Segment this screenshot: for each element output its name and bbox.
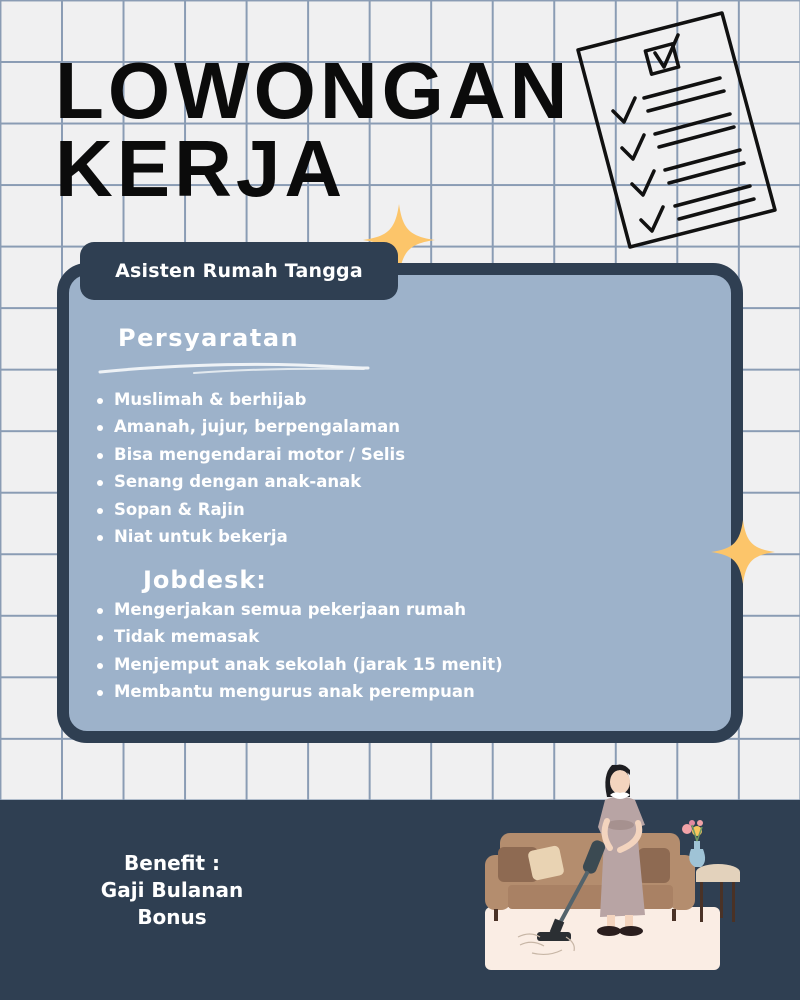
list-item: Bisa mengendarai motor / Selis [95,441,405,468]
list-item: Mengerjakan semua pekerjaan rumah [95,596,503,623]
jobdesk-list [95,596,503,706]
list-item: Muslimah & berhijab [95,386,405,413]
sparkle-star-icon [710,520,776,584]
list-item: Amanah, jujur, berpengalaman [95,413,405,440]
list-item: Menjemput anak sekolah (jarak 15 menit) [95,651,503,678]
requirements-list [95,386,405,550]
list-item: Membantu mengurus anak perempuan [95,678,503,705]
benefit-item: Bonus [137,905,207,929]
position-tab: Asisten Rumah Tangga [80,242,398,300]
benefit-item: Gaji Bulanan [100,878,244,902]
requirements-heading: Persyaratan [118,324,300,352]
jobdesk-heading: Jobdesk: [143,566,267,594]
title-line-2: KERJA [55,124,347,213]
page-title [55,46,572,213]
woman-vacuuming-illustration [470,745,740,980]
list-item: Senang dengan anak-anak [95,468,405,495]
title-line-1: LOWONGAN [55,46,572,135]
list-item: Sopan & Rajin [95,496,405,523]
checklist-clipboard-icon [570,5,790,255]
list-item: Tidak memasak [95,623,503,650]
benefit-label: Benefit : [124,851,220,875]
list-item: Niat untuk bekerja [95,523,405,550]
benefit-block [62,850,282,931]
brush-underline-decoration [98,360,370,376]
